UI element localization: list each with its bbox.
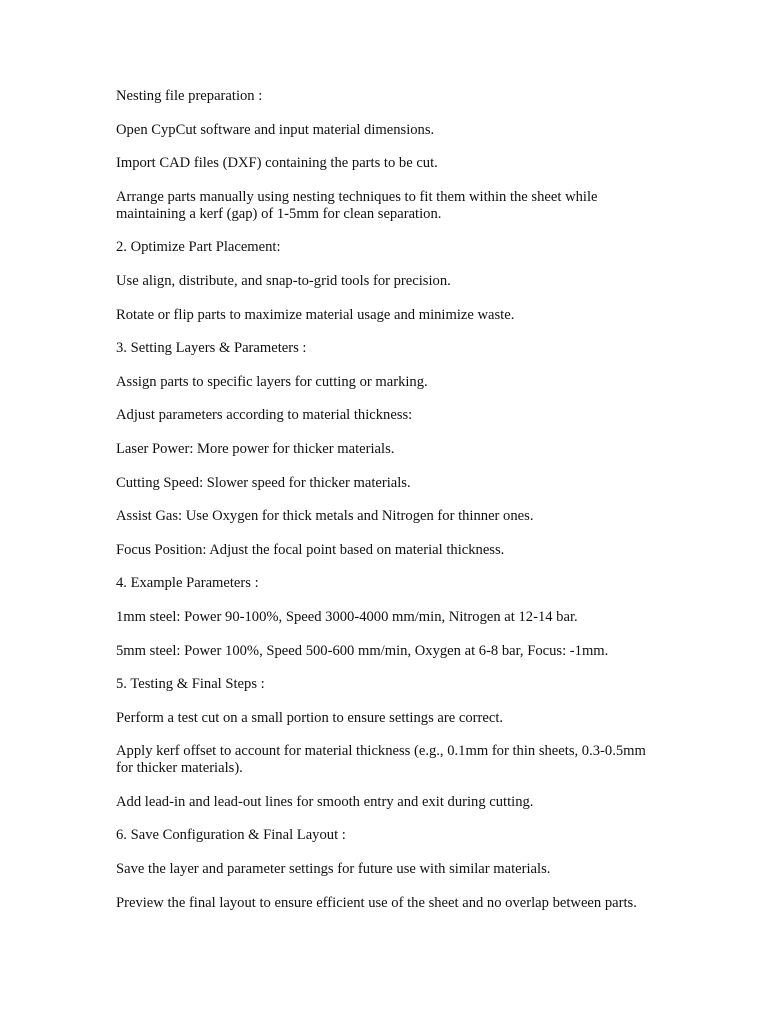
- paragraph-arrange-parts: Arrange parts manually using nesting techniques to fit them within the sheet while maintaining a kerf (gap) of 1-5mm for clean separation.: [116, 188, 598, 222]
- paragraph-laser-power: Laser Power: More power for thicker materials.: [116, 440, 395, 457]
- paragraph-adjust-parameters: Adjust parameters according to material thickness:: [116, 407, 413, 424]
- paragraph-lead-in-out: Add lead-in and lead-out lines for smooth entry and exit during cutting.: [116, 793, 534, 810]
- paragraph-cutting-speed: Cutting Speed: Slower speed for thicker materials.: [116, 474, 411, 491]
- paragraph-rotate-flip: Rotate or flip parts to maximize material usage and minimize waste.: [116, 306, 515, 323]
- paragraph-1mm-steel: 1mm steel: Power 90-100%, Speed 3000-4000 mm/min, Nitrogen at 12-14 bar.: [116, 608, 578, 625]
- section-heading-setting-layers: 3. Setting Layers & Parameters :: [116, 340, 307, 357]
- section-heading-optimize-part-placement: 2. Optimize Part Placement:: [116, 239, 281, 256]
- paragraph-assign-layers: Assign parts to specific layers for cutting or marking.: [116, 373, 428, 390]
- document-body: [116, 88, 646, 928]
- section-heading-testing-final-steps: 5. Testing & Final Steps :: [116, 676, 265, 693]
- paragraph-import-cad: Import CAD files (DXF) containing the parts to be cut.: [116, 155, 438, 172]
- section-heading-nesting-file-preparation: Nesting file preparation :: [116, 88, 263, 104]
- paragraph-save-settings: Save the layer and parameter settings for future use with similar materials.: [116, 861, 551, 878]
- paragraph-5mm-steel: 5mm steel: Power 100%, Speed 500-600 mm/min, Oxygen at 6-8 bar, Focus: -1mm.: [116, 642, 609, 659]
- section-heading-example-parameters: 4. Example Parameters :: [116, 575, 259, 592]
- section-heading-save-configuration: 6. Save Configuration & Final Layout :: [116, 827, 346, 844]
- paragraph-kerf-offset: Apply kerf offset to account for material thickness (e.g., 0.1mm for thin sheets, 0.3-0.5mm for thicker materials).: [116, 743, 646, 777]
- paragraph-test-cut: Perform a test cut on a small portion to ensure settings are correct.: [116, 709, 504, 726]
- paragraph-open-cypcut: Open CypCut software and input material dimensions.: [116, 121, 435, 138]
- paragraph-assist-gas: Assist Gas: Use Oxygen for thick metals and Nitrogen for thinner ones.: [116, 508, 534, 525]
- paragraph-align-tools: Use align, distribute, and snap-to-grid tools for precision.: [116, 272, 451, 289]
- paragraph-preview-layout: Preview the final layout to ensure efficient use of the sheet and no overlap between parts.: [116, 894, 637, 911]
- paragraph-focus-position: Focus Position: Adjust the focal point based on material thickness.: [116, 541, 505, 558]
